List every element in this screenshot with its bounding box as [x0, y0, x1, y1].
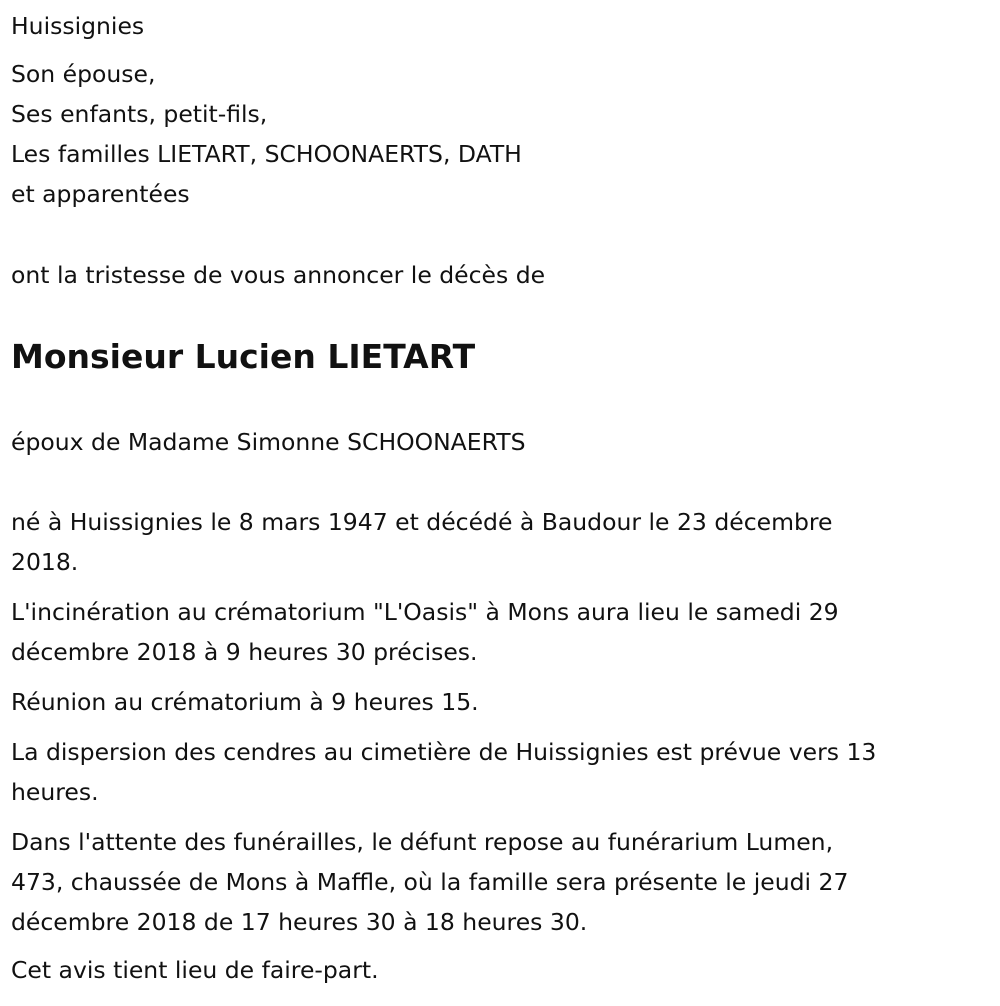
deceased-name: Monsieur Lucien LIETART: [11, 337, 476, 376]
funerarium-paragraph: [11, 822, 848, 942]
meeting-paragraph: [11, 682, 479, 722]
birth-death-paragraph: [11, 502, 832, 582]
family-line: Les familles LIETART, SCHOONAERTS, DATH: [11, 140, 522, 168]
paragraph-line: Dans l'attente des funérailles, le défunt repose au funérarium Lumen,: [11, 828, 834, 856]
paragraph-line: Réunion au crématorium à 9 heures 15.: [11, 688, 479, 716]
family-line: Son épouse,: [11, 60, 156, 88]
paragraph-line: né à Huissignies le 8 mars 1947 et décédé à Baudour le 23 décembre: [11, 508, 833, 536]
paragraph-line: La dispersion des cendres au cimetière de Huissignies est prévue vers 13: [11, 738, 877, 766]
paragraph-line: heures.: [11, 778, 99, 806]
paragraph-line: décembre 2018 à 9 heures 30 précises.: [11, 638, 478, 666]
dispersion-paragraph: [11, 732, 876, 812]
cremation-paragraph: [11, 592, 839, 672]
paragraph-line: 473, chaussée de Mons à Maffle, où la famille sera présente le jeudi 27: [11, 868, 849, 896]
family-line: Ses enfants, petit-fils,: [11, 100, 268, 128]
paragraph-line: L'incinération au crématorium "L'Oasis" à Mons aura lieu le samedi 29: [11, 598, 839, 626]
location: Huissignies: [11, 12, 145, 40]
family-line: et apparentées: [11, 180, 190, 208]
intro-text: ont la tristesse de vous annoncer le décès de: [11, 261, 546, 289]
closing-paragraph: [11, 950, 379, 990]
paragraph-line: décembre 2018 de 17 heures 30 à 18 heures 30.: [11, 908, 588, 936]
paragraph-line: 2018.: [11, 548, 79, 576]
spouse-text: époux de Madame Simonne SCHOONAERTS: [11, 428, 526, 456]
family-list: [11, 54, 522, 214]
paragraph-line: Cet avis tient lieu de faire-part.: [11, 956, 379, 984]
